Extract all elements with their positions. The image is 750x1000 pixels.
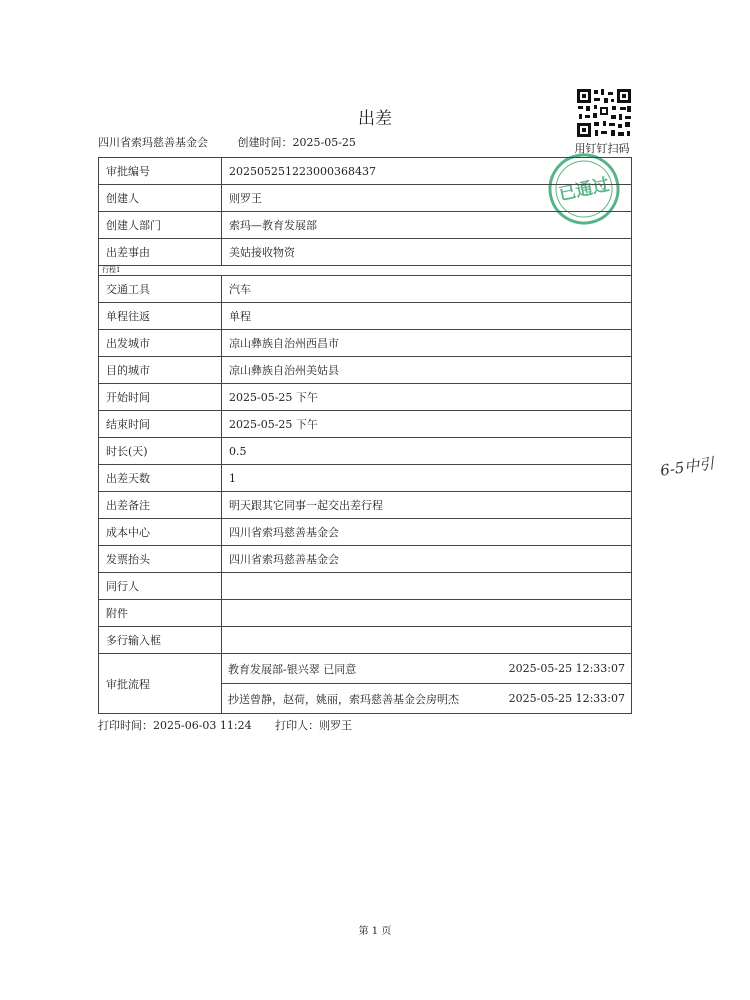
field-label: 成本中心 [99,519,222,546]
approval-flow-label: 审批流程 [99,654,222,714]
handwritten-note: 6-5中引 [659,454,716,480]
approval-flow-row [99,654,632,714]
field-label: 发票抬头 [99,546,222,573]
field-label: 出差备注 [99,492,222,519]
field-label: 出发城市 [99,330,222,357]
field-value: 2025-05-25 下午 [222,384,632,411]
approval-flow-cell [222,654,632,714]
form-row [99,384,632,411]
org-name: 四川省索玛慈善基金会 [98,136,208,149]
form-row [99,303,632,330]
form-row [99,276,632,303]
form-row [99,627,632,654]
form-row [99,492,632,519]
qr-label: 用钉钉扫码 [574,142,630,155]
form-row [99,519,632,546]
field-value [222,573,632,600]
form-row [99,330,632,357]
form-row [99,212,632,239]
field-value: 汽车 [222,276,632,303]
field-label: 创建人部门 [99,212,222,239]
field-value [222,627,632,654]
field-label: 出差事由 [99,239,222,266]
approval-step-time: 2025-05-25 12:33:07 [508,692,625,705]
field-label: 审批编号 [99,158,222,185]
qr-code-icon [576,88,632,138]
form-row [99,600,632,627]
form-row [99,357,632,384]
trip-group-row [99,266,632,276]
field-value: 四川省索玛慈善基金会 [222,546,632,573]
field-label: 交通工具 [99,276,222,303]
field-label: 附件 [99,600,222,627]
field-value: 1 [222,465,632,492]
field-value: 美姑接收物资 [222,239,632,266]
print-time: 打印时间：2025-06-03 11:24 [98,719,252,732]
field-label: 单程往返 [99,303,222,330]
form-row [99,465,632,492]
field-value: 单程 [222,303,632,330]
form-row [99,438,632,465]
approval-step-time: 2025-05-25 12:33:07 [508,662,625,675]
page-title: 出差 [358,109,392,129]
field-value: 明天跟其它同事一起交出差行程 [222,492,632,519]
approval-step [222,683,631,713]
form-row [99,239,632,266]
approval-form-table [98,157,632,714]
field-value [222,600,632,627]
approval-step-text: 教育发展部-银兴翠 已同意 [228,662,357,676]
trip-group-label: 行程1 [99,266,632,276]
field-label: 创建人 [99,185,222,212]
document-meta [98,134,356,150]
page-number: 第 1 页 [358,926,392,937]
field-label: 多行输入框 [99,627,222,654]
field-label: 出差天数 [99,465,222,492]
form-row [99,411,632,438]
field-value: 凉山彝族自治州美姑县 [222,357,632,384]
print-footer [98,717,352,733]
field-value: 0.5 [222,438,632,465]
field-label: 目的城市 [99,357,222,384]
approval-step-text: 抄送曾静，赵荷，姚丽，索玛慈善基金会房明杰 [228,692,459,706]
field-label: 结束时间 [99,411,222,438]
form-row [99,158,632,185]
field-label: 同行人 [99,573,222,600]
field-value: 凉山彝族自治州西昌市 [222,330,632,357]
form-row [99,573,632,600]
stamp-text: 已通过 [557,174,612,206]
printer-name: 打印人：则罗王 [275,719,353,732]
field-value: 202505251223000368437 [222,158,632,185]
created-time: 创建时间：2025-05-25 [237,136,356,149]
field-value: 索玛—教育发展部 [222,212,632,239]
field-value: 四川省索玛慈善基金会 [222,519,632,546]
field-label: 时长(天) [99,438,222,465]
approval-step [222,654,631,683]
field-value: 2025-05-25 下午 [222,411,632,438]
field-value: 则罗王 [222,185,632,212]
form-row [99,546,632,573]
form-row [99,185,632,212]
field-label: 开始时间 [99,384,222,411]
